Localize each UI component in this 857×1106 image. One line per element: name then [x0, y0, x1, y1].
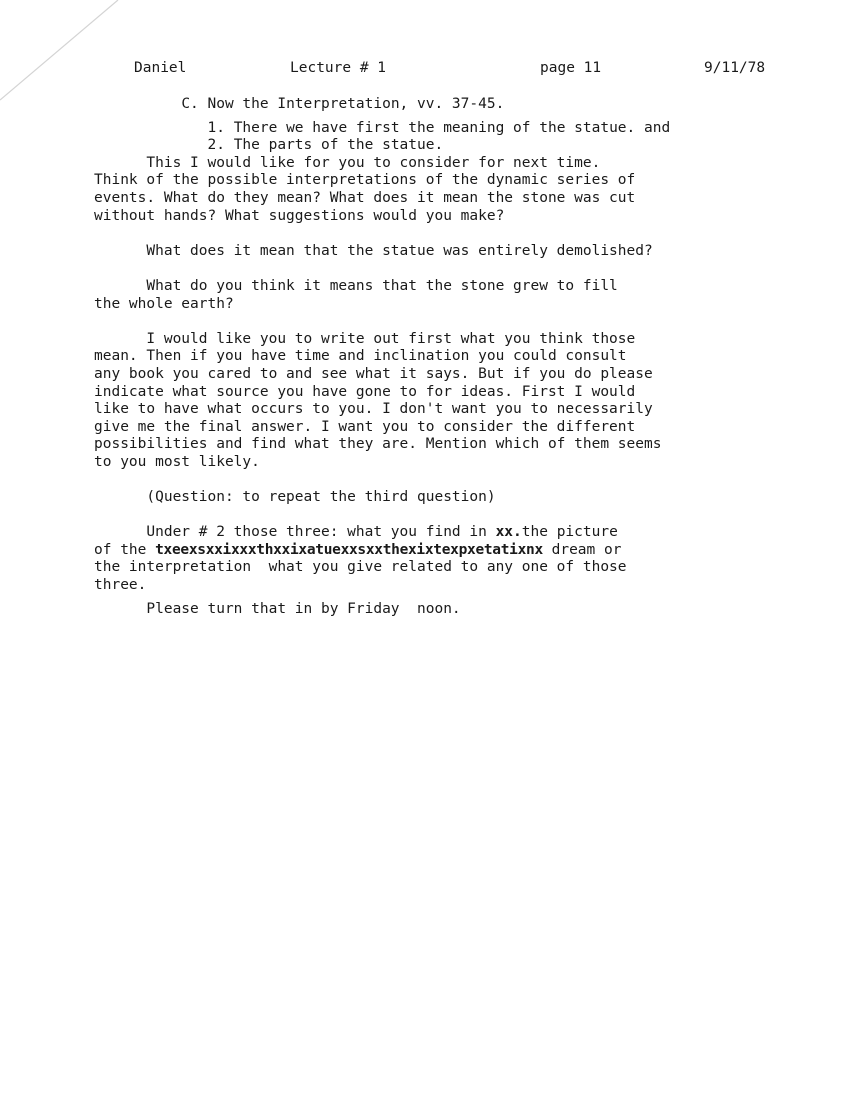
- header-subject: Daniel: [134, 60, 187, 76]
- paragraph-text: the picture: [521, 524, 618, 541]
- section-item: [94, 137, 794, 155]
- paragraph-line: without hands? What suggestions would you make?: [94, 207, 505, 224]
- paragraph-line: indicate what source you have gone to for ideas. First I would: [94, 383, 636, 400]
- paragraph-line: possibilities and find what they are. Mention which of them seems: [94, 436, 662, 453]
- section-heading-text: C. Now the Interpretation, vv. 37-45.: [181, 96, 505, 112]
- page-corner-fold-mark: [0, 0, 130, 110]
- paragraph-line: This I would like for you to consider for next time.: [94, 154, 601, 171]
- paragraph-line: I would like you to write out first what you think those: [94, 330, 636, 347]
- paragraph-line: events. What do they mean? What does it mean the stone was cut: [94, 189, 636, 206]
- spacer: [94, 507, 794, 525]
- spacer: [94, 313, 794, 331]
- header-lecture: Lecture # 1: [290, 60, 387, 76]
- paragraph-line: the interpretation what you give related to any one of those: [94, 559, 627, 576]
- document-body: [94, 96, 794, 618]
- paragraph-line: to you most likely.: [94, 453, 260, 470]
- header-page-number: page 11: [540, 60, 602, 76]
- paragraph-line: three.: [94, 577, 147, 594]
- spacer: [94, 260, 794, 278]
- closing-line: Please turn that in by Friday noon.: [94, 600, 461, 617]
- paragraph-line: [94, 542, 794, 560]
- paragraph-text: dream or: [542, 541, 622, 558]
- typed-strikeout: xx.: [495, 524, 522, 541]
- paragraph-line: like to have what occurs to you. I don't want you to necessarily: [94, 401, 653, 418]
- paragraph-line: What does it mean that the statue was entirely demolished?: [94, 242, 653, 259]
- spacer: [94, 225, 794, 243]
- paragraph-line: the whole earth?: [94, 295, 234, 312]
- header-date: 9/11/78: [704, 60, 766, 76]
- paragraph-line: [94, 524, 794, 542]
- section-item-text: 2. The parts of the statue.: [207, 137, 444, 154]
- question-note: (Question: to repeat the third question): [94, 489, 496, 506]
- paragraph-text: Under # 2 those three: what you find in: [94, 524, 496, 541]
- spacer: [94, 471, 794, 489]
- paragraph-line: mean. Then if you have time and inclination you could consult: [94, 348, 627, 365]
- paragraph-line: give me the final answer. I want you to consider the different: [94, 418, 636, 435]
- paragraph-line: Think of the possible interpretations of the dynamic series of: [94, 172, 636, 189]
- paragraph-line: What do you think it means that the stone grew to fill: [94, 277, 618, 294]
- paragraph-line: any book you cared to and see what it says. But if you do please: [94, 365, 653, 382]
- typed-strikeout: txeexsxxixxxthxxixatuexxsxxthexixtexpxetatixnx: [155, 541, 543, 558]
- section-heading: [94, 96, 794, 114]
- page-header: [0, 60, 857, 82]
- section-item: [94, 120, 794, 138]
- section-item-text: 1. There we have first the meaning of the statue. and: [207, 119, 671, 136]
- paragraph-text: of the: [94, 541, 156, 558]
